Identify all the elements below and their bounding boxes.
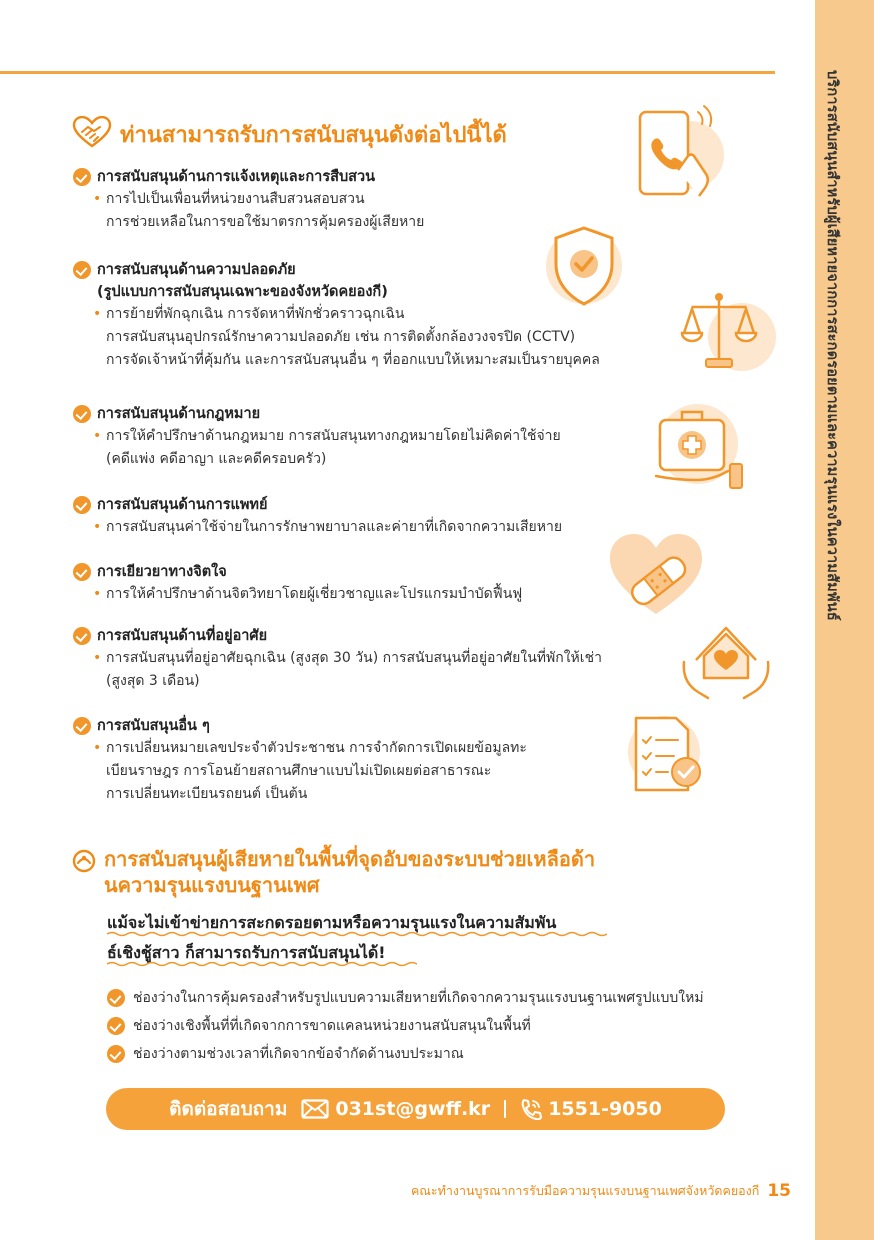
contact-bar [106, 1088, 725, 1130]
item-line: การเปลี่ยนหมายเลขประจำตัวประชาชน การจำกัดการเปิดเผยข้อมูลทะ [106, 740, 527, 756]
section2-title [72, 846, 595, 898]
item-subheading: (รูปแบบการสนับสนุนเฉพาะของจังหวัดคยองกี) [97, 284, 388, 300]
item-line: การให้คำปรึกษาด้านจิตวิทยาโดยผู้เชี่ยวชาญและโปรแกรมบำบัดฟื้นฟู [106, 586, 523, 602]
item-line: (คดีแพ่ง คดีอาญา และคดีครอบครัว) [106, 451, 327, 467]
item-line: การช่วยเหลือในการขอใช้มาตรการคุ้มครองผู้เสียหาย [106, 214, 425, 230]
section1-title-text: ท่านสามารถรับการสนับสนุนดังต่อไปนี้ได้ [120, 122, 507, 148]
check-icon [73, 168, 91, 186]
support-circle-icon [72, 849, 96, 877]
wavy-underline [107, 931, 607, 937]
check-icon [107, 1045, 125, 1063]
check-icon [73, 717, 91, 735]
gap-list [107, 984, 704, 1068]
divider [504, 1100, 506, 1118]
list-item: ช่องว่างในการคุ้มครองสำหรับรูปแบบความเสียหายที่เกิดจากความรุนแรงบนฐานเพศรูปแบบใหม่ [107, 984, 704, 1012]
item-line: เบียนราษฎร การโอนย้ายสถานศึกษาแบบไม่เปิดเผยต่อสาธารณะ [106, 763, 492, 779]
item-line: การให้คำปรึกษาด้านกฎหมาย การสนับสนุนทางกฎหมายโดยไม่คิดค่าใช้จ่าย [106, 428, 561, 444]
support-item-medical [73, 494, 562, 539]
page-footer [411, 1181, 791, 1201]
list-item: ช่องว่างเชิงพื้นที่ที่เกิดจากการขาดแคลนหน่วยงานสนับสนุนในพื้นที่ [107, 1012, 704, 1040]
check-icon [73, 496, 91, 514]
support-item-other [73, 715, 527, 806]
section2-title-line1: การสนับสนุนผู้เสียหายในพื้นที่จุดอับของระบบช่วยเหลือด้า [104, 847, 596, 871]
item-line: การไปเป็นเพื่อนที่หน่วยงานสืบสวนสอบสวน [106, 191, 365, 207]
list-item: ช่องว่างตามช่วงเวลาที่เกิดจากข้อจำกัดด้านงบประมาณ [107, 1040, 704, 1068]
house-heart-icon [676, 620, 776, 705]
item-line: การสนับสนุนที่อยู่อาศัยฉุกเฉิน (สูงสุด 30 วัน) การสนับสนุนที่อยู่อาศัยในที่พักให้เช่า [106, 650, 602, 666]
wavy-underline [107, 961, 417, 967]
item-line: การจัดเจ้าหน้าที่คุ้มกัน และการสนับสนุนอื่น ๆ ที่ออกแบบให้เหมาะสมเป็นรายบุคคล [106, 352, 600, 368]
scales-icon [672, 285, 782, 380]
item-line: การย้ายที่พักฉุกเฉิน การจัดหาที่พักชั่วคราวฉุกเฉิน [106, 306, 405, 322]
section1-title [72, 116, 507, 152]
contact-label: ติดต่อสอบถาม [169, 1098, 288, 1120]
check-icon [73, 627, 91, 645]
handshake-heart-icon [72, 116, 112, 152]
emphasis-line2: ธ์เชิงชู้สาว ก็สามารถรับการสนับสนุนได้! [107, 943, 386, 962]
item-heading: การสนับสนุนด้านที่อยู่อาศัย [97, 628, 268, 644]
phone-icon [520, 1098, 542, 1120]
item-heading: การสนับสนุนอื่น ๆ [97, 718, 210, 734]
support-item-housing [73, 625, 602, 693]
heart-bandage-icon [606, 528, 706, 620]
section2-title-line2: นความรุนแรงบนฐานเพศ [104, 873, 320, 897]
item-line: การสนับสนุนค่าใช้จ่ายในการรักษาพยาบาลและค่ายาที่เกิดจากความเสียหาย [106, 519, 563, 535]
top-rule [0, 71, 775, 74]
first-aid-kit-icon [652, 400, 752, 500]
check-icon [107, 1017, 125, 1035]
emphasis-block [107, 908, 556, 968]
item-heading: การสนับสนุนด้านกฎหมาย [97, 406, 261, 422]
email-link[interactable]: 031st@gwff.kr [301, 1098, 490, 1120]
checklist-icon [626, 710, 716, 798]
check-icon [73, 405, 91, 423]
check-icon [73, 563, 91, 581]
item-heading: การสนับสนุนด้านการแจ้งเหตุและการสืบสวน [97, 169, 376, 185]
emphasis-line1: แม้จะไม่เข้าข่ายการสะกดรอยตามหรือความรุนแรงในความสัมพัน [107, 913, 557, 932]
mail-icon [301, 1099, 329, 1119]
support-item-reporting [73, 166, 424, 234]
check-icon [107, 989, 125, 1007]
support-item-safety [73, 259, 600, 372]
item-line: การเปลี่ยนทะเบียนรถยนต์ เป็นต้น [106, 786, 308, 802]
item-heading: การสนับสนุนด้านการแพทย์ [97, 497, 268, 513]
footer-text: คณะทำงานบูรณาการรับมือความรุนแรงบนฐานเพศจังหวัดคยองกี [410, 1183, 760, 1198]
item-heading: การสนับสนุนด้านความปลอดภัย [97, 262, 296, 278]
phone-link[interactable]: 1551-9050 [520, 1098, 662, 1120]
item-line: (สูงสุด 3 เดือน) [106, 673, 200, 689]
item-line: การสนับสนุนอุปกรณ์รักษาความปลอดภัย เช่น การติดตั้งกล้องวงจรปิด (CCTV) [106, 329, 576, 345]
shield-check-icon [540, 220, 630, 310]
phone-hand-icon [630, 100, 725, 210]
check-icon [73, 261, 91, 279]
page-number: 15 [767, 1181, 791, 1201]
item-heading: การเยียวยาทางจิตใจ [97, 564, 227, 580]
support-item-psychological [73, 561, 522, 606]
support-item-legal [73, 403, 561, 471]
